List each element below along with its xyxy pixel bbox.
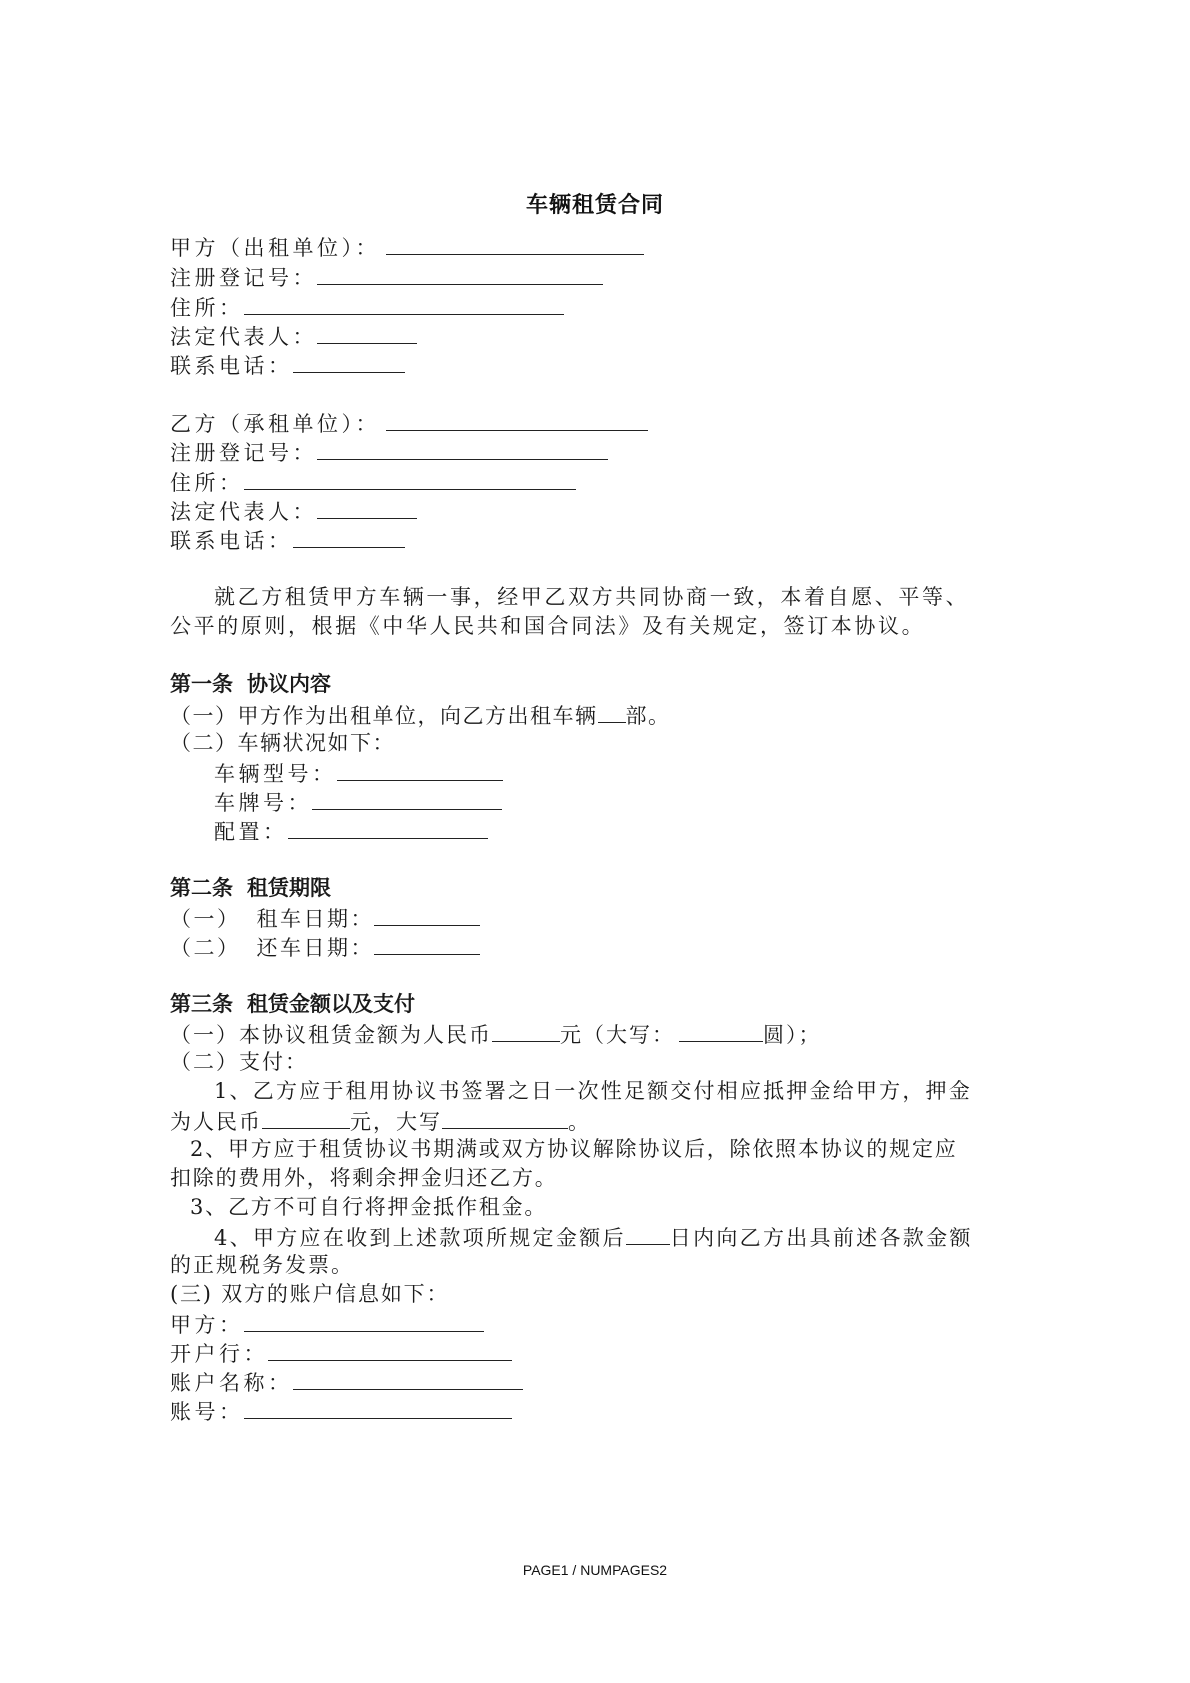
article-3-item-2: （二）支付： (170, 1050, 308, 1074)
article-1-item-1 (170, 700, 671, 728)
rental-end-blank[interactable] (374, 932, 480, 955)
preamble-line-2: 公平的原则，根据《中华人民共和国合同法》及有关规定，签订本协议。 (170, 614, 926, 638)
article-3-title: 租赁金额以及支付 (247, 992, 415, 1016)
vehicle-model-blank[interactable] (337, 758, 503, 781)
account-party-blank[interactable] (244, 1309, 484, 1332)
payment-clause-4-line-1 (214, 1222, 973, 1250)
party-a-heading: 甲方（出租单位）： (170, 236, 380, 260)
party-b-reg-label: 注册登记号： (170, 441, 317, 465)
preamble-line-1: 就乙方租赁甲方车辆一事，经甲乙双方共同协商一致，本着自愿、平等、 (214, 585, 970, 609)
rental-end-number: （二） (170, 936, 241, 960)
vehicle-plate-label: 车牌号： (214, 791, 312, 815)
payment-clause-1-line-2 (170, 1106, 591, 1134)
party-b-name-blank[interactable] (386, 408, 648, 431)
article-3-heading (170, 990, 415, 1018)
article-1-item-1-suffix: 部。 (625, 704, 671, 728)
party-a-name-blank[interactable] (386, 232, 644, 255)
rent-amount-suffix: 圆）； (763, 1023, 822, 1047)
party-a-reg-blank[interactable] (317, 262, 603, 285)
party-b-reg-line (170, 437, 608, 465)
article-2-title: 租赁期限 (247, 876, 331, 900)
party-a-reg-line (170, 262, 603, 290)
payment-clause-1-line-1: 1、乙方应于租用协议书签署之日一次性足额交付相应抵押金给甲方，押金 (214, 1079, 972, 1103)
party-a-address-label: 住所： (170, 296, 244, 320)
article-3-item-1 (170, 1019, 822, 1047)
party-b-legal-rep-blank[interactable] (317, 496, 417, 519)
article-1-item-1-text: （一）甲方作为出租单位，向乙方出租车辆 (170, 704, 598, 728)
rent-amount-text: （一）本协议租赁金额为人民币 (170, 1023, 492, 1047)
party-b-phone-label: 联系电话： (170, 529, 293, 553)
account-number-blank[interactable] (244, 1396, 512, 1419)
party-b-legal-rep-line (170, 496, 417, 524)
party-a-phone-blank[interactable] (293, 350, 405, 373)
rent-amount-blank[interactable] (492, 1019, 560, 1042)
payment-clause-3: 3、乙方不可自行将押金抵作租金。 (190, 1195, 548, 1219)
account-name-line (170, 1367, 523, 1395)
party-b-reg-blank[interactable] (317, 437, 608, 460)
rental-start-blank[interactable] (374, 903, 480, 926)
vehicle-model-label: 车辆型号： (214, 762, 337, 786)
account-name-blank[interactable] (293, 1367, 523, 1390)
invoice-days-blank[interactable] (626, 1222, 670, 1245)
article-2-number: 第二条 (170, 876, 233, 900)
payment-clause-2-line-1: 2、甲方应于租赁协议书期满或双方协议解除协议后，除依照本协议的规定应 (190, 1137, 958, 1161)
party-a-phone-label: 联系电话： (170, 354, 293, 378)
rent-amount-mid-text: 元（大写： (560, 1023, 675, 1047)
party-b-address-line (170, 467, 576, 495)
account-number-label: 账号： (170, 1400, 244, 1424)
rental-end-line (170, 932, 480, 960)
payment-clause-4-line-2: 的正规税务发票。 (170, 1253, 354, 1277)
article-1-number: 第一条 (170, 672, 233, 696)
rental-start-line (170, 903, 480, 931)
page-footer: PAGE1 / NUMPAGES2 (522, 1562, 668, 1578)
rental-end-label: 还车日期： (256, 936, 374, 960)
account-bank-line (170, 1338, 512, 1366)
rental-start-label: 租车日期： (256, 907, 374, 931)
vehicle-config-line (214, 816, 488, 844)
party-b-legal-rep-label: 法定代表人： (170, 500, 317, 524)
party-a-phone-line (170, 350, 405, 378)
deposit-suffix: 。 (568, 1110, 591, 1134)
invoice-text: 4、甲方应在收到上述款项所规定金额后 (214, 1226, 626, 1250)
payment-clause-2-line-2: 扣除的费用外，将剩余押金归还乙方。 (170, 1166, 558, 1190)
deposit-words-blank[interactable] (442, 1106, 568, 1129)
party-b-address-label: 住所： (170, 471, 244, 495)
account-bank-blank[interactable] (268, 1338, 512, 1361)
vehicle-model-line (214, 758, 503, 786)
rental-start-number: （一） (170, 907, 241, 931)
vehicle-plate-blank[interactable] (312, 787, 502, 810)
article-1-item-2: （二）车辆状况如下： (170, 731, 395, 755)
article-3-item-3: (三) 双方的账户信息如下： (170, 1282, 450, 1306)
rent-amount-words-blank[interactable] (679, 1019, 763, 1042)
party-a-legal-rep-label: 法定代表人： (170, 325, 317, 349)
deposit-mid-text: 元，大写 (350, 1110, 442, 1134)
party-b-heading-line (170, 408, 648, 436)
vehicle-config-blank[interactable] (288, 816, 488, 839)
vehicle-count-blank[interactable] (598, 700, 626, 723)
article-1-heading (170, 670, 331, 698)
party-a-address-line (170, 292, 564, 320)
account-name-label: 账户名称： (170, 1371, 293, 1395)
account-bank-label: 开户行： (170, 1342, 268, 1366)
deposit-text: 为人民币 (170, 1110, 262, 1134)
account-party-label: 甲方： (170, 1313, 244, 1337)
document-title: 车辆租赁合同 (525, 193, 664, 218)
party-b-phone-blank[interactable] (293, 525, 405, 548)
party-a-address-blank[interactable] (244, 292, 564, 315)
party-a-reg-label: 注册登记号： (170, 266, 317, 290)
vehicle-plate-line (214, 787, 502, 815)
deposit-amount-blank[interactable] (262, 1106, 350, 1129)
vehicle-config-label: 配置： (214, 820, 288, 844)
account-number-line (170, 1396, 512, 1424)
invoice-text-suffix: 日内向乙方出具前述各款金额 (669, 1226, 973, 1250)
article-1-title: 协议内容 (247, 672, 331, 696)
party-b-heading: 乙方（承租单位）： (170, 412, 380, 436)
party-b-address-blank[interactable] (244, 467, 576, 490)
party-a-legal-rep-blank[interactable] (317, 321, 417, 344)
party-a-heading-line (170, 232, 644, 260)
article-2-heading (170, 874, 331, 902)
account-party-line (170, 1309, 484, 1337)
article-3-number: 第三条 (170, 992, 233, 1016)
party-b-phone-line (170, 525, 405, 553)
party-a-legal-rep-line (170, 321, 417, 349)
